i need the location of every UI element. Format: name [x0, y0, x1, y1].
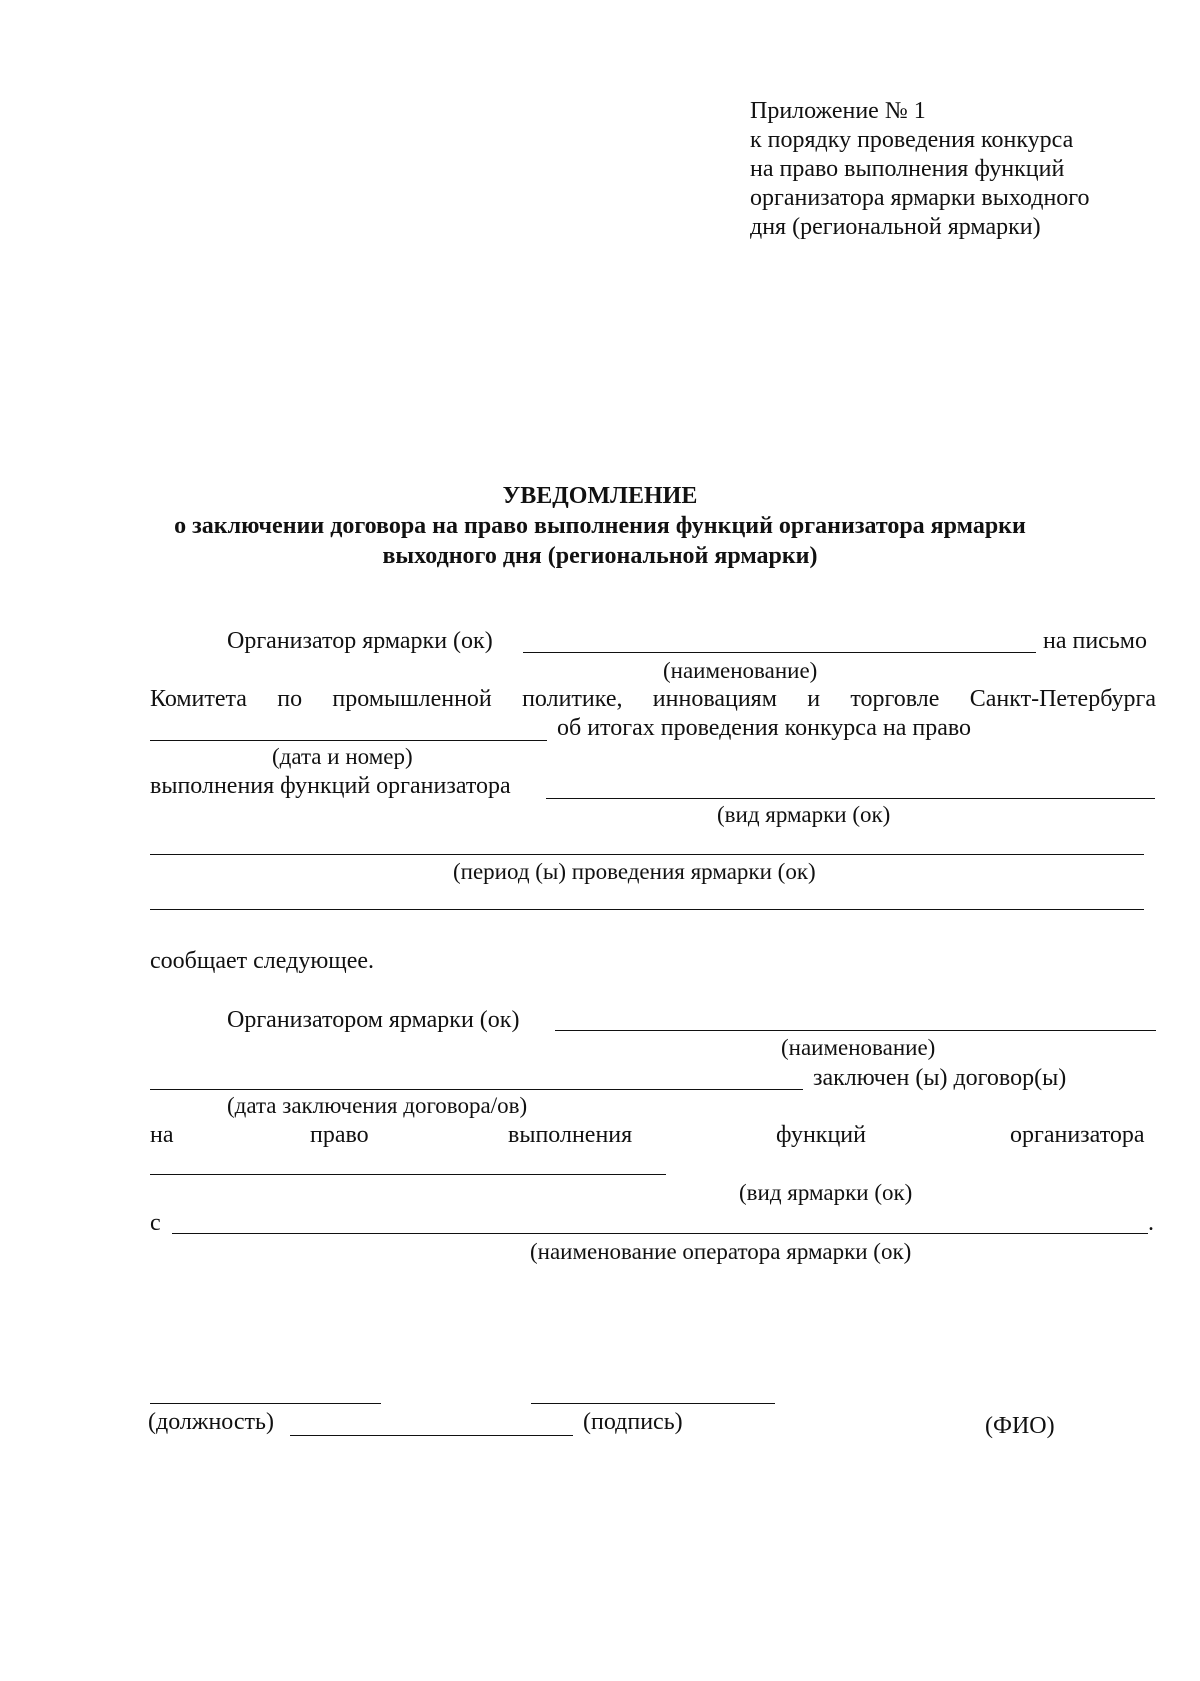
position-field[interactable]: [150, 1403, 381, 1404]
appendix-line-4: организатора ярмарки выходного: [750, 185, 1090, 211]
appendix-number: Приложение № 1: [750, 98, 926, 124]
fair-type-continuation-field[interactable]: [150, 854, 1144, 855]
organizer-label-2: Организатором ярмарки (ок): [227, 1007, 520, 1033]
position-caption: (должность): [148, 1409, 274, 1435]
signature-caption: (подпись): [583, 1409, 683, 1435]
caption-date-number: (дата и номер): [272, 744, 413, 769]
document-subtitle-1: о заключении договора на право выполнения функций организатора ярмарки: [174, 513, 1026, 539]
caption-fair-type-2: (вид ярмарки (ок): [739, 1180, 913, 1205]
period-field[interactable]: [150, 909, 1144, 910]
word-na: на: [150, 1122, 174, 1148]
caption-contract-date: (дата заключения договора/ов): [227, 1093, 528, 1118]
concluded-text: заключен (ы) договор(ы): [813, 1065, 1067, 1091]
appendix-line-2: к порядку проведения конкурса: [750, 127, 1074, 153]
committee-line: Комитета по промышленной политике, инновациям и торговле Санкт-Петербурга: [150, 686, 1156, 712]
word-pravo: право: [310, 1122, 369, 1148]
word-organizatora: организатора: [1010, 1122, 1145, 1148]
fair-type-field-2[interactable]: [150, 1174, 666, 1175]
appendix-line-3: на право выполнения функций: [750, 156, 1065, 182]
operator-name-field[interactable]: [172, 1233, 1148, 1234]
document-title: УВЕДОМЛЕНИЕ: [502, 483, 698, 509]
reports-text: сообщает следующее.: [150, 948, 375, 974]
organizer-name-field-2[interactable]: [555, 1030, 1156, 1031]
document-subtitle-2: выходного дня (региональной ярмарки): [382, 543, 818, 569]
caption-name-1: (наименование): [663, 658, 818, 683]
name-field[interactable]: [531, 1403, 775, 1404]
functions-label: выполнения функций организатора: [150, 773, 511, 799]
word-s: с: [150, 1210, 161, 1236]
na-pismo-text: на письмо: [1043, 628, 1147, 654]
signature-field[interactable]: [290, 1435, 573, 1436]
word-vypolneniya: выполнения: [508, 1122, 633, 1148]
appendix-line-5: дня (региональной ярмарки): [750, 214, 1041, 240]
organizer-label: Организатор ярмарки (ок): [227, 628, 493, 654]
fair-type-field-1[interactable]: [546, 798, 1155, 799]
fio-caption: (ФИО): [985, 1413, 1055, 1439]
period-mark: .: [1148, 1210, 1154, 1236]
organizer-name-field[interactable]: [523, 652, 1036, 653]
caption-period: (период (ы) проведения ярмарки (ок): [453, 859, 816, 884]
word-funktsiy: функций: [776, 1122, 866, 1148]
caption-name-2: (наименование): [781, 1035, 936, 1060]
contract-date-field[interactable]: [150, 1089, 803, 1090]
caption-operator: (наименование оператора ярмарки (ок): [530, 1239, 912, 1264]
letter-date-number-field[interactable]: [150, 740, 547, 741]
caption-fair-type-1: (вид ярмарки (ок): [717, 802, 891, 827]
results-text: об итогах проведения конкурса на право: [557, 715, 972, 741]
